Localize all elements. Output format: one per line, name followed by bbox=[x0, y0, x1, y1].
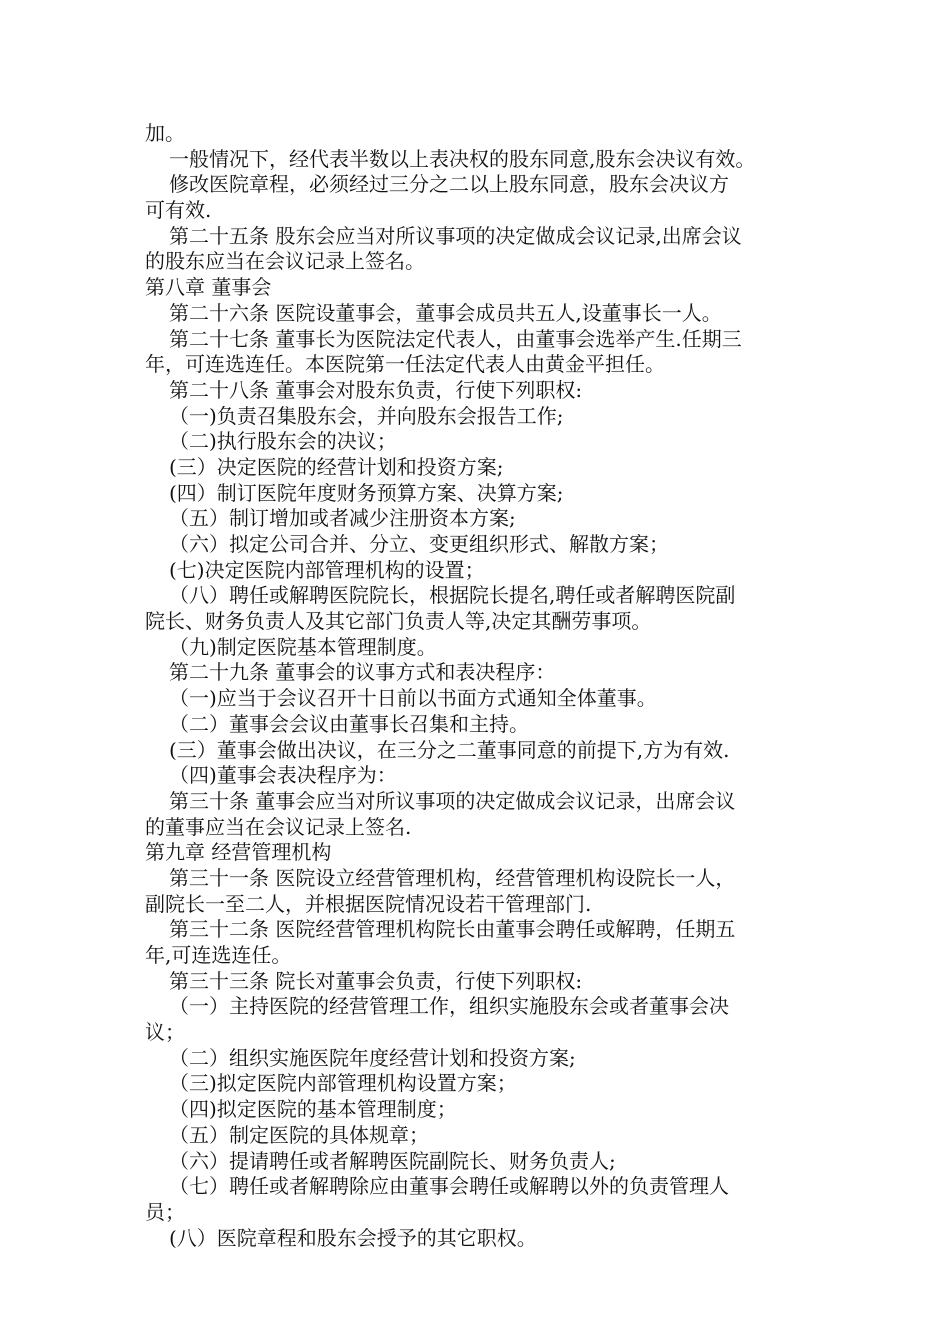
text-line: 第八章 董事会 bbox=[145, 275, 272, 300]
text-line: 的股东应当在会议记录上签名。 bbox=[145, 249, 425, 274]
text-line: 第三十三条 院长对董事会负责，行使下列职权: bbox=[169, 968, 583, 993]
text-line: (四）制订医院年度财务预算方案、决算方案; bbox=[169, 480, 564, 505]
text-line: （六）拟定公司合并、分立、变更组织形式、解散方案； bbox=[169, 532, 669, 556]
text-line: 一般情况下，经代表半数以上表决权的股东同意,股东会决议有效。 bbox=[169, 146, 756, 171]
text-line: (三）董事会做出决议，在三分之二董事同意的前提下,方为有效. bbox=[169, 737, 730, 762]
document-body bbox=[145, 121, 810, 1251]
text-line: 第二十九条 董事会的议事方式和表决程序： bbox=[169, 660, 556, 685]
text-line: 年，可连选连任。本医院第一任法定代表人由黄金平担任。 bbox=[145, 352, 665, 377]
text-line: （八）聘任或解聘医院院长，根据院长提名,聘任或者解聘医院副 bbox=[169, 583, 736, 608]
text-line: 修改医院章程，必须经过三分之二以上股东同意，股东会决议方 bbox=[169, 172, 729, 197]
text-line: （一)负责召集股东会，并向股东会报告工作; bbox=[169, 403, 564, 428]
text-line: （一）主持医院的经营管理工作，组织实施股东会或者董事会决 bbox=[169, 994, 729, 1019]
text-line: 可有效. bbox=[145, 198, 212, 223]
text-line: （九)制定医院基本管理制度。 bbox=[169, 634, 437, 659]
text-line: 第三十条 董事会应当对所议事项的决定做成会议记录，出席会议 bbox=[169, 788, 736, 813]
text-line: 第三十二条 医院经营管理机构院长由董事会聘任或解聘，任期五 bbox=[169, 917, 736, 942]
text-line: (七)决定医院内部管理机构的设置； bbox=[169, 557, 485, 582]
text-line: （六）提请聘任或者解聘医院副院长、财务负责人; bbox=[169, 1148, 616, 1173]
text-line: （一)应当于会议召开十日前以书面方式通知全体董事。 bbox=[169, 686, 657, 711]
text-line: 第九章 经营管理机构 bbox=[145, 840, 332, 865]
text-line: (八）医院章程和股东会授予的其它职权。 bbox=[169, 1225, 537, 1250]
text-line: 员； bbox=[145, 1199, 185, 1224]
text-line: (三）决定医院的经营计划和投资方案; bbox=[169, 454, 504, 479]
text-line: （二）组织实施医院年度经营计划和投资方案; bbox=[169, 1045, 576, 1070]
text-line: 第二十八条 董事会对股东负责，行使下列职权: bbox=[169, 377, 583, 402]
text-line: 的董事应当在会议记录上签名. bbox=[145, 814, 412, 839]
text-line: 年,可连选连任。 bbox=[145, 943, 292, 967]
text-line: 副院长一至二人，并根据医院情况设若干管理部门. bbox=[145, 891, 592, 916]
text-line: （三)拟定医院内部管理机构设置方案； bbox=[169, 1071, 517, 1096]
text-line: 第三十一条 医院设立经营管理机构，经营管理机构设院长一人， bbox=[169, 865, 736, 890]
text-line: 议； bbox=[145, 1020, 185, 1045]
text-line: （二）董事会会议由董事长召集和主持。 bbox=[169, 711, 529, 736]
text-line: （四)董事会表决程序为： bbox=[169, 763, 397, 788]
text-line: 第二十五条 股东会应当对所议事项的决定做成会议记录,出席会议 bbox=[169, 223, 742, 248]
text-line: 院长、财务负责人及其它部门负责人等,决定其酬劳事项。 bbox=[145, 609, 652, 634]
text-line: （七）聘任或者解聘除应由董事会聘任或解聘以外的负责管理人 bbox=[169, 1174, 729, 1199]
text-line: 第二十七条 董事长为医院法定代表人，由董事会选举产生.任期三 bbox=[169, 326, 742, 351]
text-line: 加。 bbox=[145, 121, 185, 145]
text-line: 第二十六条 医院设董事会，董事会成员共五人,设董事长一人。 bbox=[169, 300, 722, 325]
text-line: （四)拟定医院的基本管理制度； bbox=[169, 1097, 457, 1122]
text-line: （五）制订增加或者减少注册资本方案; bbox=[169, 506, 516, 531]
text-line: （五）制定医院的具体规章； bbox=[169, 1122, 429, 1147]
text-line: （二)执行股东会的决议； bbox=[169, 429, 397, 454]
